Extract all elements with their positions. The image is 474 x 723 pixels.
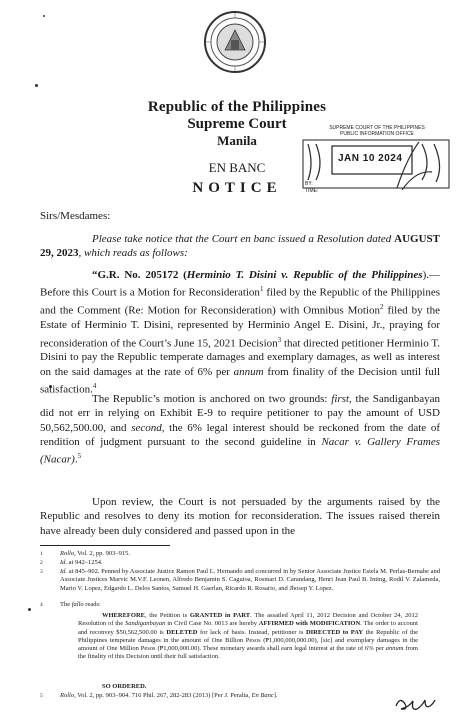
fallo-text: the Republic of the Philippines temperate damages in the amount of One Billion Pesos (₱1,000,000,000.00), [sic] and exemplary damages in the amount of One Million Pesos (₱1,000,000.00). These monetary awards shall earn legal interest at the rate of 6% per: [78, 628, 419, 653]
resolution-paragraph-1: [40, 268, 440, 397]
footnote-italic: Rollo: [60, 550, 75, 557]
fallo-directed: DIRECTED to PAY: [305, 628, 364, 636]
footnote-italic: En Banc: [251, 692, 274, 699]
fallo-quote: [78, 612, 418, 662]
intro-text: Please take notice that the Court en banc issued a Resolution dated: [92, 233, 395, 245]
footnote-italic: Id.: [60, 568, 68, 575]
footnote-number: 2: [40, 560, 43, 566]
para1-text-4: that directed petitioner Herminio T. Disini to pay the Republic temperate damages and exemplary damages, as well as interest on the said damages at the rate of 6% per: [40, 337, 440, 378]
fallo-text: for lack of basis. Instead, petitioner is: [197, 628, 306, 636]
margin-mark: [43, 15, 45, 17]
footnote-text: , Vol. 2, pp. 903–915.: [74, 550, 131, 557]
para1-text-2: filed by the Republic of the Philippines and the Comment (Re: Motion for Reconsideration) with Omnibus Motion: [40, 286, 440, 317]
fallo-text: , the Petition is: [144, 612, 190, 619]
footnote-italic: fallo: [71, 601, 84, 608]
footnotes: [40, 550, 440, 700]
footnote-text: The: [60, 601, 72, 608]
footnote-number: 5: [40, 693, 43, 699]
second-word: second: [131, 421, 162, 434]
footnote-text: reads:: [83, 601, 101, 608]
resolution-paragraph-2: [40, 392, 440, 467]
footnote-text: ].: [273, 692, 278, 699]
case-number: “G.R. No. 205172 (: [92, 269, 187, 281]
salutation: Sirs/Mesdames:: [40, 210, 111, 222]
para2-text-3: , the 6% legal interest should be reckoned from the date of rendition of judgment pursuant to the second guideline in: [40, 421, 440, 448]
fallo-deleted: DELETED: [166, 628, 198, 636]
para1-text: ).— Before this Court is a Motion for Reconsideration: [40, 269, 440, 299]
fallo-annum: annum: [385, 645, 404, 653]
para1-text-5: from finality of the Decision until full satisfaction.: [40, 365, 440, 396]
footnote-divider: [40, 545, 170, 546]
supreme-court-seal-icon: [203, 10, 267, 74]
case-title: Herminio T. Disini v. Republic of the Philippines: [186, 269, 423, 281]
fallo-text: . The order to account and reconvey $50,562,500.00 is: [78, 620, 418, 636]
footnote-ref: 2: [380, 303, 384, 312]
stamp-date: JAN 10 2024: [338, 153, 403, 164]
margin-mark: [35, 84, 38, 87]
footnote-ref: 4: [92, 382, 97, 391]
footnote-number: 1: [40, 551, 43, 557]
stamp-line-2: PUBLIC INFORMATION OFFICE: [340, 131, 414, 137]
annum-word: annum: [233, 365, 264, 378]
intro-text-end: , which reads as follows:: [78, 247, 188, 260]
para2-text-2: , the Sandiganbayan did not err in relying on Exhibit E-9 to require petitioner to pay the amount of USD 50,562,500.00, and: [40, 393, 440, 434]
handwritten-initials-icon: [393, 692, 437, 714]
footnote-ref: 1: [259, 285, 264, 294]
footnote-italic: Id.: [60, 559, 68, 566]
fallo-sandiganbayan: Sandiganbayan: [124, 620, 166, 628]
header-republic: Republic of the Philippines: [147, 99, 327, 115]
fallo-so-ordered: SO ORDERED.: [102, 683, 147, 690]
stamp-by: BY:: [305, 181, 313, 187]
footnote-ref: 3: [277, 335, 282, 344]
stamp-time: TIME:: [305, 188, 319, 194]
footnote-italic: Rollo: [60, 692, 75, 699]
fallo-affirmed: AFFIRMED with MODIFICATION: [258, 620, 361, 628]
para2-text-4: .: [74, 453, 78, 466]
fallo-granted: GRANTED in PART: [189, 612, 251, 619]
footnote-text: , Vol. 2, pp. 903–904. 716 Phil. 267, 282-283 (2013) [Per J. Peralta,: [74, 692, 252, 699]
fallo-wherefore: WHEREFORE: [102, 612, 145, 619]
intro-paragraph: [40, 232, 440, 261]
para2-text: The Republic’s motion is anchored on two grounds:: [92, 393, 332, 405]
footnote-ref: 5: [77, 452, 82, 461]
stamp-heading: [302, 125, 452, 137]
header-city: Manila: [217, 133, 257, 148]
footnote-text: at 845–902. Penned by Associate Justice Ramon Paul L. Hernando and concurred in by Senior Associate Justice Estela M. Perlas-Bernabe and Associate Justices Marvic M.V.F. Leonen, Alfredo Benjamin S. Caguioa, Rosmari D. Carandang, Henri Jean Paul B. Inting, Rodil V. Zalameda, Mario V. Lopez, Edgardo L. Delos Santos, Samuel H. Gaerlan, Ricardo R. Rosario, and Jhosep Y. Lopez.: [60, 568, 440, 592]
division-label: EN BANC: [208, 160, 266, 175]
fallo-text: in Civil Case No. 0013 are hereby: [165, 620, 259, 628]
footnote-number: 4: [40, 602, 43, 608]
resolution-date: AUGUST 29, 2023: [40, 233, 440, 260]
first-word: first: [331, 393, 350, 405]
fallo-text: . The assailed April 11, 2012 Decision and October 24, 2012 Resolution of the: [78, 612, 418, 628]
nacar-case: Nacar v. Gallery Frames (Nacar): [40, 435, 440, 466]
footnote-number: 3: [40, 569, 43, 575]
footnote-text: at 942–1254.: [67, 559, 103, 566]
header-court: Supreme Court: [187, 116, 287, 132]
notice-title: NOTICE: [192, 180, 282, 196]
resolution-paragraph-3: Upon review, the Court is not persuaded by the arguments raised by the Republic and resolves to deny its motion for reconsideration. The issues raised therein have already been duly considered and passed upon in the: [40, 496, 440, 537]
margin-mark: [28, 608, 31, 611]
stamp-line-1: SUPREME COURT OF THE PHILIPPINES: [329, 125, 425, 131]
fallo-text: from the finality of this Decision until their full satisfaction.: [78, 645, 418, 661]
para1-text-3: filed by the Estate of Herminio T. Disini, represented by Herminio Angel E. Disini, Jr., praying for reconsideration of the Court’s June 15, 2021 Decision: [40, 304, 440, 350]
